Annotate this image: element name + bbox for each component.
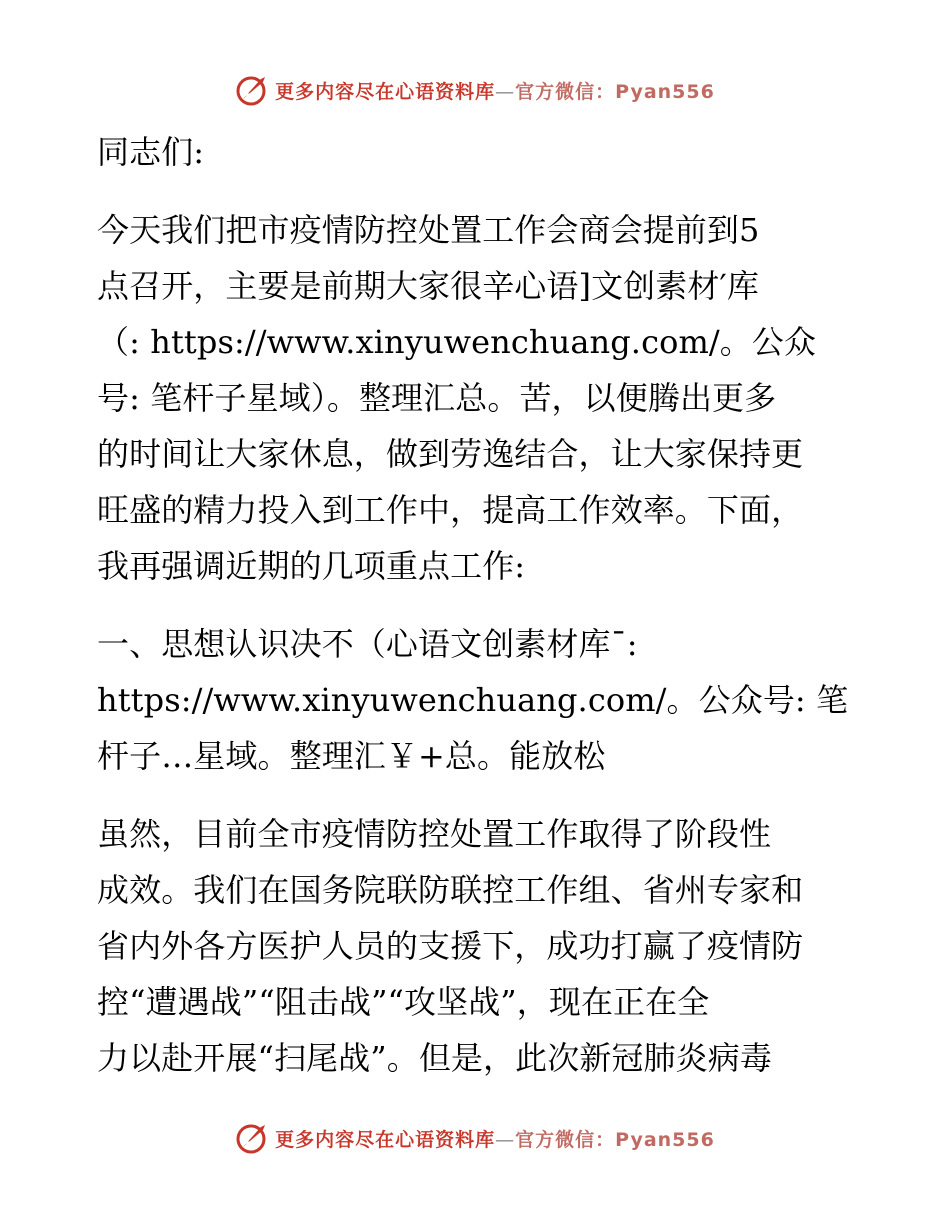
paragraph-3	[97, 806, 857, 1086]
footer-banner	[0, 1118, 950, 1158]
paragraph-line: 控“遭遇战”“阻击战”“攻坚战”，现在正在全	[97, 983, 710, 1021]
document-body	[97, 124, 857, 1086]
paragraph-1	[97, 202, 857, 594]
quill-logo-icon	[235, 1121, 269, 1155]
paragraph-line: 今天我们把市疫情防控处置工作会商会提前到5	[97, 211, 760, 249]
paragraph-gap	[97, 180, 857, 202]
paragraph-gap	[97, 594, 857, 616]
paragraph-line: 号: 笔杆子星域）。整理汇总。苦，以便腾出更多	[97, 379, 777, 417]
paragraph-gap	[97, 784, 857, 806]
paragraph-line: （: https://www.xinyuwenchuang.com/。公众	[97, 323, 817, 361]
paragraph-line: 杆子…星域。整理汇￥+总。能放松	[97, 737, 606, 775]
paragraph-2	[97, 616, 857, 784]
paragraph-line: 省内外各方医护人员的支援下，成功打赢了疫情防	[97, 927, 804, 965]
paragraph-line: 一、思想认识决不（心语文创素材库¯:	[97, 625, 638, 663]
banner-main-text: 更多内容尽在心语资料库	[275, 80, 496, 103]
paragraph-line: 点召开，主要是前期大家很辛心语]文创素材′库	[97, 267, 759, 305]
paragraph-line: https://www.xinyuwenchuang.com/。公众号: 笔	[97, 681, 849, 719]
banner-main-text: 更多内容尽在心语资料库	[275, 1128, 496, 1151]
header-banner	[0, 70, 950, 110]
banner-wechat-text: 官方微信：Pyan556	[515, 80, 715, 103]
banner-dash: —	[495, 1128, 516, 1151]
paragraph-line: 成效。我们在国务院联防联控工作组、省州专家和	[97, 871, 804, 909]
banner-text	[275, 1125, 715, 1152]
paragraph-line: 我再强调近期的几项重点工作:	[97, 547, 526, 585]
paragraph-line: 虽然，目前全市疫情防控处置工作取得了阶段性	[97, 815, 772, 853]
banner-wechat-text: 官方微信：Pyan556	[515, 1128, 715, 1151]
paragraph-line: 的时间让大家休息，做到劳逸结合，让大家保持更	[97, 435, 804, 473]
paragraph-line: 旺盛的精力投入到工作中，提高工作效率。下面，	[97, 491, 804, 529]
quill-logo-icon	[235, 73, 269, 107]
banner-dash: —	[495, 80, 516, 103]
salutation: 同志们:	[97, 133, 205, 171]
paragraph-line: 力以赴开展“扫尾战”。但是，此次新冠肺炎病毒	[97, 1039, 772, 1077]
banner-text	[275, 77, 715, 104]
